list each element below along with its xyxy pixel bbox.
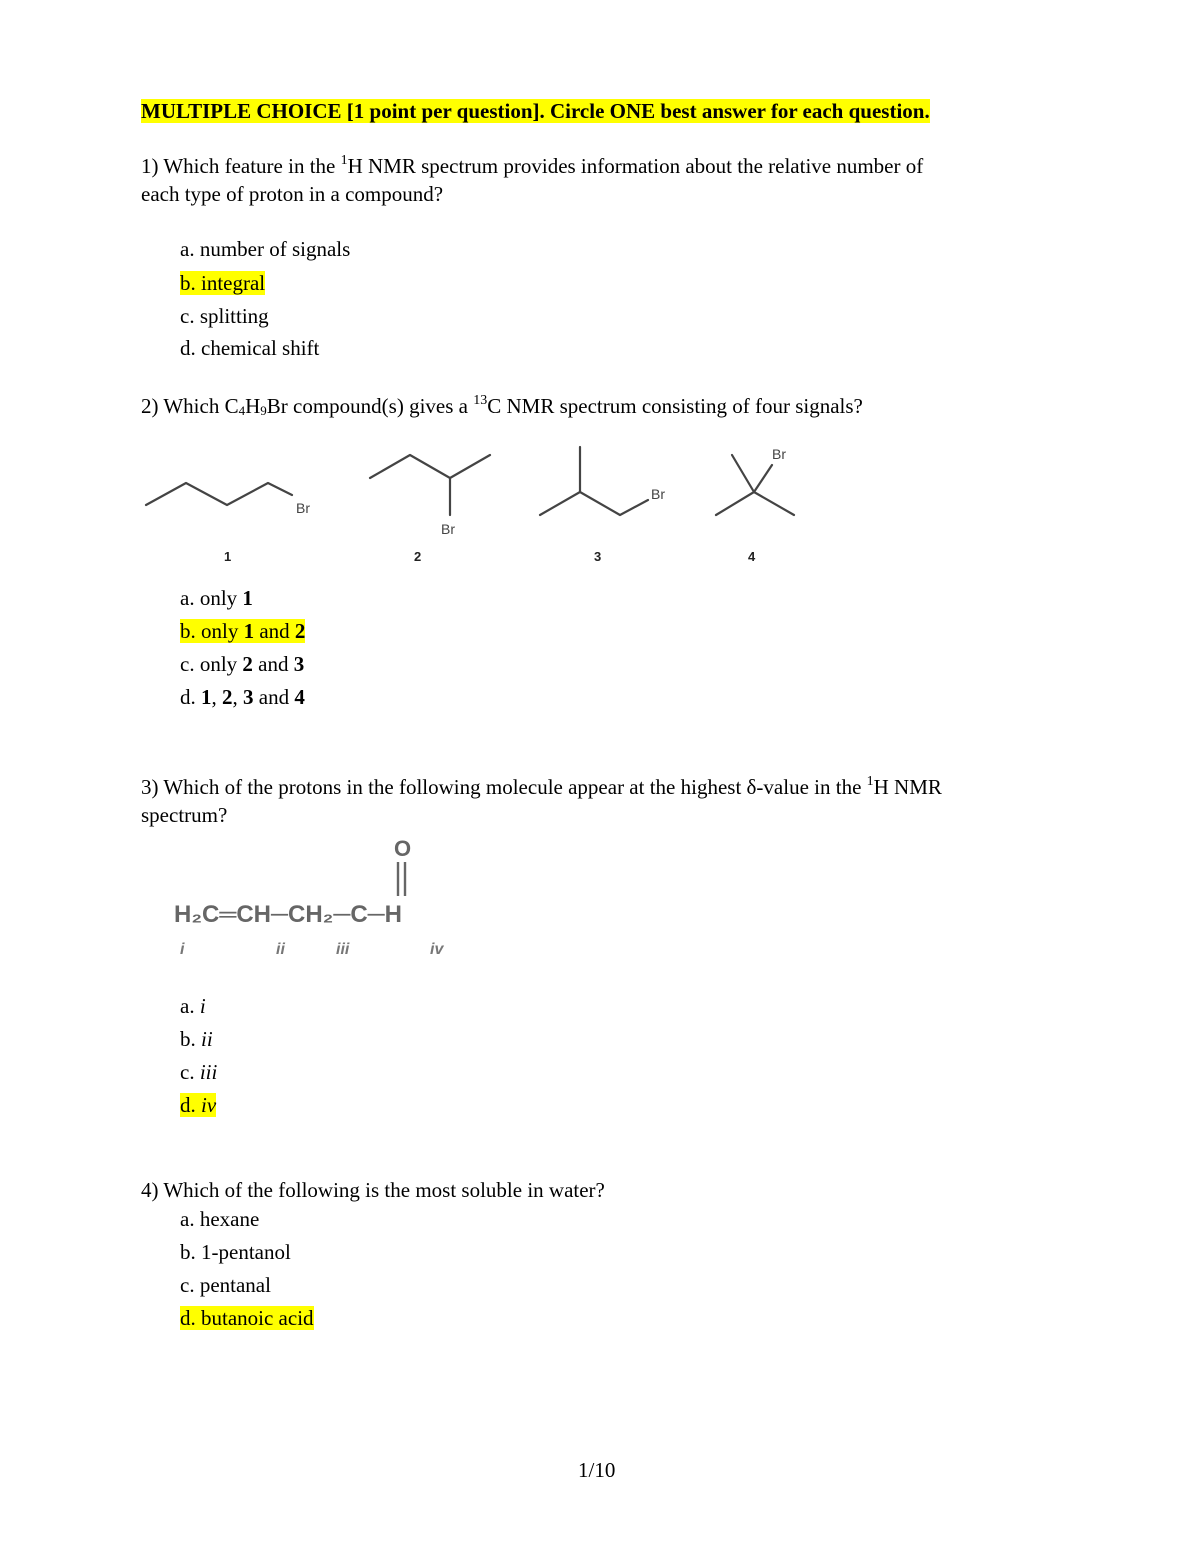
q2-option-b[interactable]: [180, 618, 305, 645]
question-4-line: 4) Which of the following is the most soluble in water?: [141, 1178, 605, 1202]
q2-option-a[interactable]: [180, 585, 253, 612]
structure-3-br: Br: [651, 486, 665, 502]
structure-4-bond-2: [754, 492, 794, 515]
molecule-label-iv: iv: [430, 941, 444, 958]
q2-d-sep-2: ,: [232, 685, 243, 709]
q2-d-num-3: 3: [243, 685, 254, 709]
structure-4-bond-4: [754, 465, 772, 492]
q2-structures: [0, 435, 1200, 575]
molecule-formula: H₂C═CH─CH₂─C─H: [174, 901, 402, 928]
q2-sub-2: 9: [260, 403, 267, 418]
q2-option-d[interactable]: [180, 684, 305, 711]
q3-c-prefix: c.: [180, 1060, 200, 1084]
structure-2-number: 2: [414, 549, 422, 564]
q2-c-prefix: c. only: [180, 652, 243, 676]
page-number: 1/10: [578, 1458, 616, 1482]
q2-text-b: H: [245, 394, 261, 418]
q1-text-a: 1) Which feature in the: [141, 154, 341, 178]
q4-option-b[interactable]: b. 1-pentanol: [180, 1240, 291, 1264]
q3-option-b[interactable]: [180, 1026, 213, 1053]
question-2-line: [141, 393, 863, 420]
structure-1-skeleton: [146, 483, 292, 505]
structure-3-number: 3: [594, 549, 602, 564]
q1-option-b-highlight: b. integral: [180, 271, 266, 295]
q2-d-prefix: d.: [180, 685, 201, 709]
q3-option-d-highlight: [180, 1093, 216, 1117]
q1-option-a[interactable]: a. number of signals: [180, 237, 351, 261]
q2-text-c: Br compound(s) gives a: [266, 394, 474, 418]
q2-text-a: 2) Which C: [141, 394, 239, 418]
q2-superscript: 13: [473, 393, 488, 408]
q3-d-value: iv: [201, 1093, 217, 1117]
q3-option-c[interactable]: [180, 1059, 217, 1086]
structure-4-number: 4: [748, 549, 756, 564]
question-3-line-2: spectrum?: [141, 803, 228, 827]
q2-option-c[interactable]: [180, 651, 304, 678]
q3-b-value: ii: [201, 1027, 213, 1051]
q2-b-num-1: 1: [243, 619, 255, 643]
question-1-line-2: each type of proton in a compound?: [141, 182, 444, 206]
structure-4-bond-1: [716, 492, 754, 515]
q3-option-a[interactable]: [180, 993, 206, 1020]
q2-b-and: and: [254, 619, 295, 643]
q4-option-d[interactable]: [180, 1305, 314, 1332]
question-1-line-1: [141, 153, 923, 180]
q4-option-c[interactable]: c. pentanal: [180, 1273, 271, 1297]
question-3-line-1: [141, 774, 942, 801]
structure-1-br: Br: [296, 500, 310, 516]
q1-superscript: 1: [340, 153, 348, 168]
molecule-label-iii: iii: [336, 941, 350, 958]
molecule-oxygen: O: [394, 836, 412, 861]
q2-sub-1: 4: [238, 403, 246, 418]
q2-c-num-2: 3: [293, 652, 305, 676]
q2-b-prefix: b. only: [180, 619, 244, 643]
q4-option-d-highlight: d. butanoic acid: [180, 1306, 314, 1330]
molecule-label-i: i: [180, 941, 185, 958]
q3-d-prefix: d.: [180, 1093, 201, 1117]
q2-c-and: and: [252, 652, 294, 676]
q3-b-prefix: b.: [180, 1027, 201, 1051]
q2-d-sep-1: ,: [211, 685, 222, 709]
q3-a-prefix: a.: [180, 994, 200, 1018]
structure-4-br: Br: [772, 446, 786, 462]
structure-4-bond-3: [732, 455, 754, 492]
q3-superscript: 1: [866, 774, 874, 789]
q4-option-a[interactable]: a. hexane: [180, 1207, 260, 1231]
q3-c-value: iii: [199, 1060, 218, 1084]
q3-molecule: [160, 830, 520, 960]
structure-3-skeleton: [540, 492, 648, 515]
q2-d-num-4: 4: [294, 685, 305, 709]
q3-option-d[interactable]: [180, 1092, 216, 1119]
section-heading: [141, 98, 930, 125]
q3-text-b: H NMR: [873, 775, 942, 799]
q3-a-value: i: [199, 994, 206, 1018]
q2-a-prefix: a. only: [180, 586, 243, 610]
q1-option-d[interactable]: d. chemical shift: [180, 336, 320, 360]
structure-2-skeleton: [370, 455, 490, 478]
q3-text-a: 3) Which of the protons in the following molecule appear at the highest δ-value in the: [141, 775, 867, 799]
q2-c-num-1: 2: [242, 652, 253, 676]
q2-option-b-highlight: [180, 619, 305, 643]
structure-1-number: 1: [224, 549, 232, 564]
q2-a-num-1: 1: [242, 586, 253, 610]
structure-2-br: Br: [441, 521, 455, 537]
q1-option-c[interactable]: c. splitting: [180, 304, 269, 328]
q2-d-and: and: [253, 685, 295, 709]
section-heading-text: MULTIPLE CHOICE [1 point per question]. Circle ONE best answer for each question.: [141, 99, 930, 123]
q1-text-b: H NMR spectrum provides information about the relative number of: [347, 154, 924, 178]
q2-d-num-2: 2: [222, 685, 233, 709]
molecule-label-ii: ii: [276, 941, 285, 958]
q2-b-num-2: 2: [294, 619, 306, 643]
q2-d-num-1: 1: [201, 685, 212, 709]
q2-text-d: C NMR spectrum consisting of four signals?: [487, 394, 863, 418]
q1-option-b[interactable]: [180, 270, 265, 297]
